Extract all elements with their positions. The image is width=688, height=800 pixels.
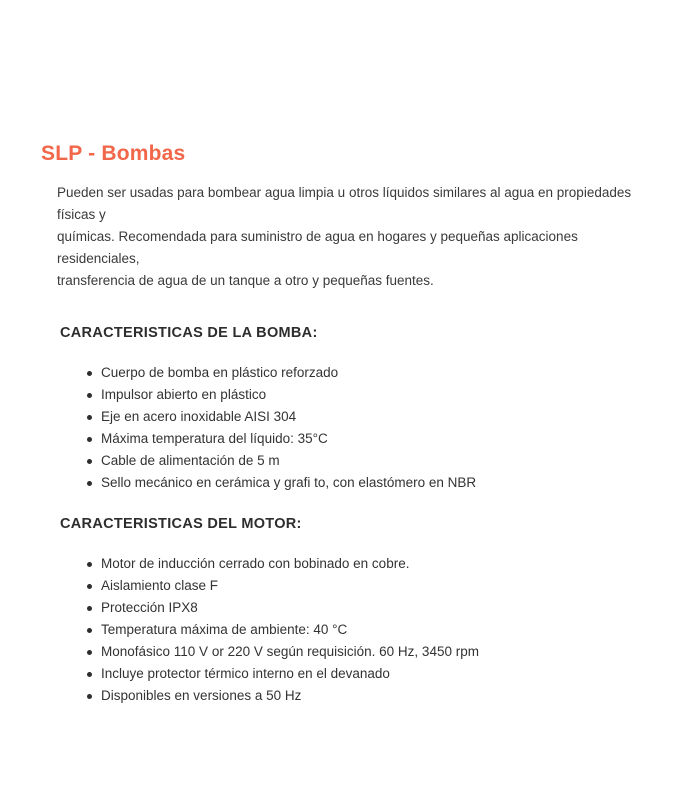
section-motor-characteristics xyxy=(0,516,688,707)
bullet-item: Protección IPX8 xyxy=(86,597,648,619)
intro-paragraph xyxy=(57,182,648,292)
pump-feature-list xyxy=(86,362,648,494)
bullet-item: Cable de alimentación de 5 m xyxy=(86,450,648,472)
bullet-item: Cuerpo de bomba en plástico reforzado xyxy=(86,362,648,384)
bullet-item: Impulsor abierto en plástico xyxy=(86,384,648,406)
bullet-item: Motor de inducción cerrado con bobinado en cobre. xyxy=(86,553,648,575)
document-page xyxy=(0,141,688,800)
bullet-item: Aislamiento clase F xyxy=(86,575,648,597)
section-heading-pump: CARACTERISTICAS DE LA BOMBA: xyxy=(60,325,318,341)
bullet-item: Eje en acero inoxidable AISI 304 xyxy=(86,406,648,428)
intro-line: transferencia de agua de un tanque a otro y pequeñas fuentes. xyxy=(57,273,434,288)
bullet-item: Disponibles en versiones a 50 Hz xyxy=(86,685,648,707)
section-heading-motor: CARACTERISTICAS DEL MOTOR: xyxy=(60,516,302,532)
motor-feature-list xyxy=(86,553,648,707)
bullet-item: Incluye protector térmico interno en el devanado xyxy=(86,663,648,685)
intro-line: Pueden ser usadas para bombear agua limpia u otros líquidos similares al agua en propiedades físicas y xyxy=(57,185,632,222)
bullet-item: Temperatura máxima de ambiente: 40 °C xyxy=(86,619,648,641)
section-pump-characteristics xyxy=(0,325,688,494)
bullet-item: Monofásico 110 V or 220 V según requisición. 60 Hz, 3450 rpm xyxy=(86,641,648,663)
page-title: SLP - Bombas xyxy=(41,142,186,165)
bullet-item: Sello mecánico en cerámica y grafi to, con elastómero en NBR xyxy=(86,472,648,494)
bullet-item: Máxima temperatura del líquido: 35°C xyxy=(86,428,648,450)
intro-line: químicas. Recomendada para suministro de agua en hogares y pequeñas aplicaciones residenciales, xyxy=(57,229,578,266)
